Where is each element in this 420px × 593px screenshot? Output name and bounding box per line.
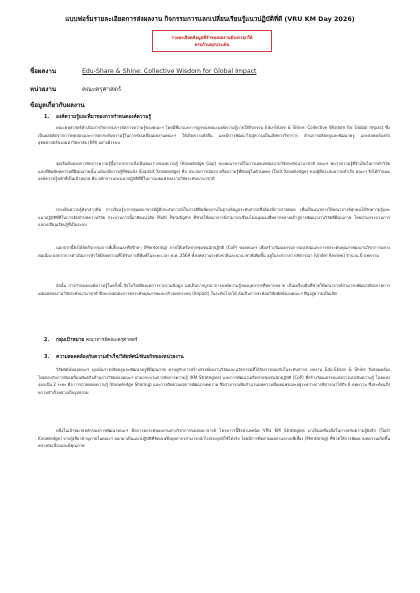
subsection-2-text: กลุ่มเป้าหมาย [56,338,85,343]
subsection-1-number: 1. [44,115,50,120]
paragraph-5-text: ดังนั้น การกำหนดองค์ความรู้ในครั้งนี้ จึงไม่ใช่เพียงแค่การรวบรวมข้อมูล แต่เป็นการบูรณาการองค์ความรู้ของบุคลากรที่หลากหลาย เป็นเครื่องมือที่ช่วยให้คณาจารย์สามารถพัฒนาศักยภาพการเผยแพร่ผลงานวิจัยระดับนานาชาติ ซึ่งจะส่งผลต่อการยกระดับคุณภาพและสร้างผลกระทบ (Impact) ในระดับโลกได้ อันเป็นการสะท้อนวิสัยทัศน์ของคณะฯ ที่มุ่งสู่ความเป็นเลิศ [38,283,390,296]
paragraph-2-text: จุดเริ่มต้นของการจัดการความรู้นี้มาจากการเล็งเห็นช่องว่างของความรู้ (Knowledge Gap) ของคณาจารย์ในการเผยแพร่ผลงานวิจัยระดับนานาชาติ คณะฯ พบว่าความรู้ที่จำเป็นในการทำวิจัยและตีพิมพ์บทความที่มีคุณภาพนั้น แม้จะมีความรู้ที่ชัดแจ้ง (Explicit Knowledge) คือ ประสบการณ์ตรง หรือความรู้ที่ฝังอยู่ในตัวบุคคล (Tacit Knowledge) ของผู้ที่ประสบความสำเร็จ คณะฯ จึงได้กำหนดองค์ความรู้หลักที่เป็นเป้าหมาย คือ หลักการและแนวปฏิบัติที่ดีในการเผยแพร่ผลงานวิจัยระดับนานาชาติ [38,161,390,181]
paragraph-6-text: วิสัยทัศน์ของคณะฯ มุ่งเน้นการผลิตครูและพัฒนาครูที่มีคุณภาพ ควบคู่กับการสร้างสรรค์ผลงานวิจัยและนวัตกรรมที่ได้รับการยอมรับในระดับสากล ผลงาน Edu-Share & Shine จึงสอดคล้องโดยตรงกับการขับเคลื่อนพันธกิจด้านการวิจัยของคณะฯ ผ่านกระบวนการจัดการความรู้ (KM Strategies) และการพัฒนาเครือข่ายชุมชนนักปฏิบัติ (CoP) ที่สร้างวัฒนธรรมแห่งการแบ่งปันความรู้ โดยแบ่งออกเป็น 2 ระยะ คือ การถ่ายทอดความรู้ (Knowledge Sharing) และการติดตามผลการพัฒนาบทความ ซึ่งสามารถเพิ่มจำนวนบทความที่เผยแพร่และอยู่ระหว่างการพิจารณาได้ถึง 6 บทความ ซึ่งสะท้อนถึงความสำเร็จอย่างเป็นรูปธรรม [38,367,390,395]
paragraph-5 [38,282,390,328]
target-group-value: คณาจารย์คณะครุศาสตร์ [85,338,138,343]
paragraph-4 [38,244,390,282]
unit-row [30,84,121,94]
notice-line-2: ครบถ้วนทุกประเด็น [194,42,230,47]
section-title: ข้อมูลเกี่ยวกับผลงาน [30,102,85,109]
notice-box [152,30,272,52]
paragraph-7 [38,427,390,465]
subsection-3-title [44,353,184,361]
notice-line-1: รายละเอียดข้อมูลที่จำของผลงานต้องกรอกให้ [171,35,253,40]
unit-value: คณะครุศาสตร์ [81,86,122,93]
form-title: แบบฟอร์มรายละเอียดการส่งผลงาน กิจกรรมการแลกเปลี่ยนเรียนรู้แนวปฏิบัติที่ดี (VRU KM Day 2026) [65,15,355,23]
paragraph-2 [38,160,390,206]
work-title-label: ชื่อผลงาน [30,68,57,75]
paragraph-7-text: หนึ่งในเป้าหมายหลักของการพัฒนาคณะฯ คือการยกระดับผลงานทางวิชาการของคณาจารย์ โครงการนี้จึงนำเทคนิค VRU KM Strategies มาเป็นเครื่องมือในการสกัดความรู้ฝังลึก (Tacit Knowledge) จากผู้เชี่ยวชาญภายในคณะฯ ออกมาเป็นแนวปฏิบัติที่ชัดเจนซึ่งบุคลากรสามารถนำไปประยุกต์ใช้ได้จริง โดยมีการติดตามผลผ่านระบบพี่เลี้ยง (Mentoring) ที่ช่วยให้การพัฒนาบทความเกิดขึ้นอย่างต่อเนื่องและมีคุณภาพ [38,428,390,448]
subsection-1-title [44,113,151,121]
subsection-2-title [44,336,138,344]
paragraph-4-text: นอกจากนี้ยังได้จัดกิจกรรมการพี่เลี้ยงและที่ปรึกษา (Mentoring) ภายใต้เครือข่ายชุมชนนักปฏิบัติ (CoP) ของคณะฯ เพื่อสร้างวัฒนธรรมการแบ่งปันและการยกระดับคุณภาพผลงานวิชาการอย่างต่อเนื่อง ผลจากการดำเนินการทำให้มีบทความที่ได้รับการตีพิมพ์ในระยะเวลา พ.ศ. 2569 ทั้งบทความระดับชาติและนานาชาติเพิ่มขึ้น อยู่ในระหว่างการพิจารณา (Under Review) จำนวน 6 บทความ [38,245,390,258]
unit-label: หน่วยงาน [30,86,57,93]
subsection-2-number: 2. [44,338,50,343]
paragraph-3-text: ประเด็นความรู้ดังกล่าวคือ การเรียนรู้จากกลุ่มคณาจารย์ผู้มีประสบการณ์ในการตีพิมพ์ผลงานในฐานข้อมูลระดับสากลซึ่งต้องมีการถ่ายทอด เพื่อเป็นแนวทางให้คณาจารย์ทุกคนได้รับความรู้และแนวปฏิบัติที่ดีในการจัดทำบทความวิจัย กระบวนการนี้อาศัยแนวคิด Multi Paradigms ที่ช่วยให้คณาจารย์สามารถเชื่อมโยงมุมมองที่หลากหลายเข้าสู่การพัฒนางานวิจัยที่มีคุณภาพ โดยผ่านกระบวนการแลกเปลี่ยนเรียนรู้ที่เป็นระบบ [38,207,390,227]
subsection-3-number: 3. [44,355,50,360]
work-title-row [30,66,256,76]
subsection-3-text: ความสอดคล้องกับความสำเร็จ/วิสัยทัศน์/พันธกิจของหน่วยงาน [56,355,184,360]
paragraph-1-text: คณะครุศาสตร์ดำเนินการกิจกรรมการจัดการความรู้ของคณะฯ โดยมีที่มาและการผูกของคณะองค์ความรู้ภายใต้กิจกรรม Edu-Share & Shine: Collective Wisdom for Global Impact ซึ่งเป็นผลผลิตจากการทดสอบและการยกระดับความรู้ในการขับเคลื่อนผลงานคณะฯ ให้เกิดความยั่งยืน และมีการพัฒนาไปสู่ความเป็นเลิศทางวิชาการ ด้านการผลิตครูและพัฒนาครู และสอดคล้องกับยุทธศาสตร์ของมหาวิทยาลัย (KM) อย่างมีระบบ [38,125,390,145]
work-title-value: Edu-Share & Shine: Collective Wisdom for Global Impact [81,68,257,75]
paragraph-1 [38,124,390,162]
paragraph-3 [38,206,390,244]
paragraph-6 [38,366,390,420]
subsection-1-text: องค์ความรู้และที่มาของการกำหนดองค์ความรู้ [56,115,151,120]
